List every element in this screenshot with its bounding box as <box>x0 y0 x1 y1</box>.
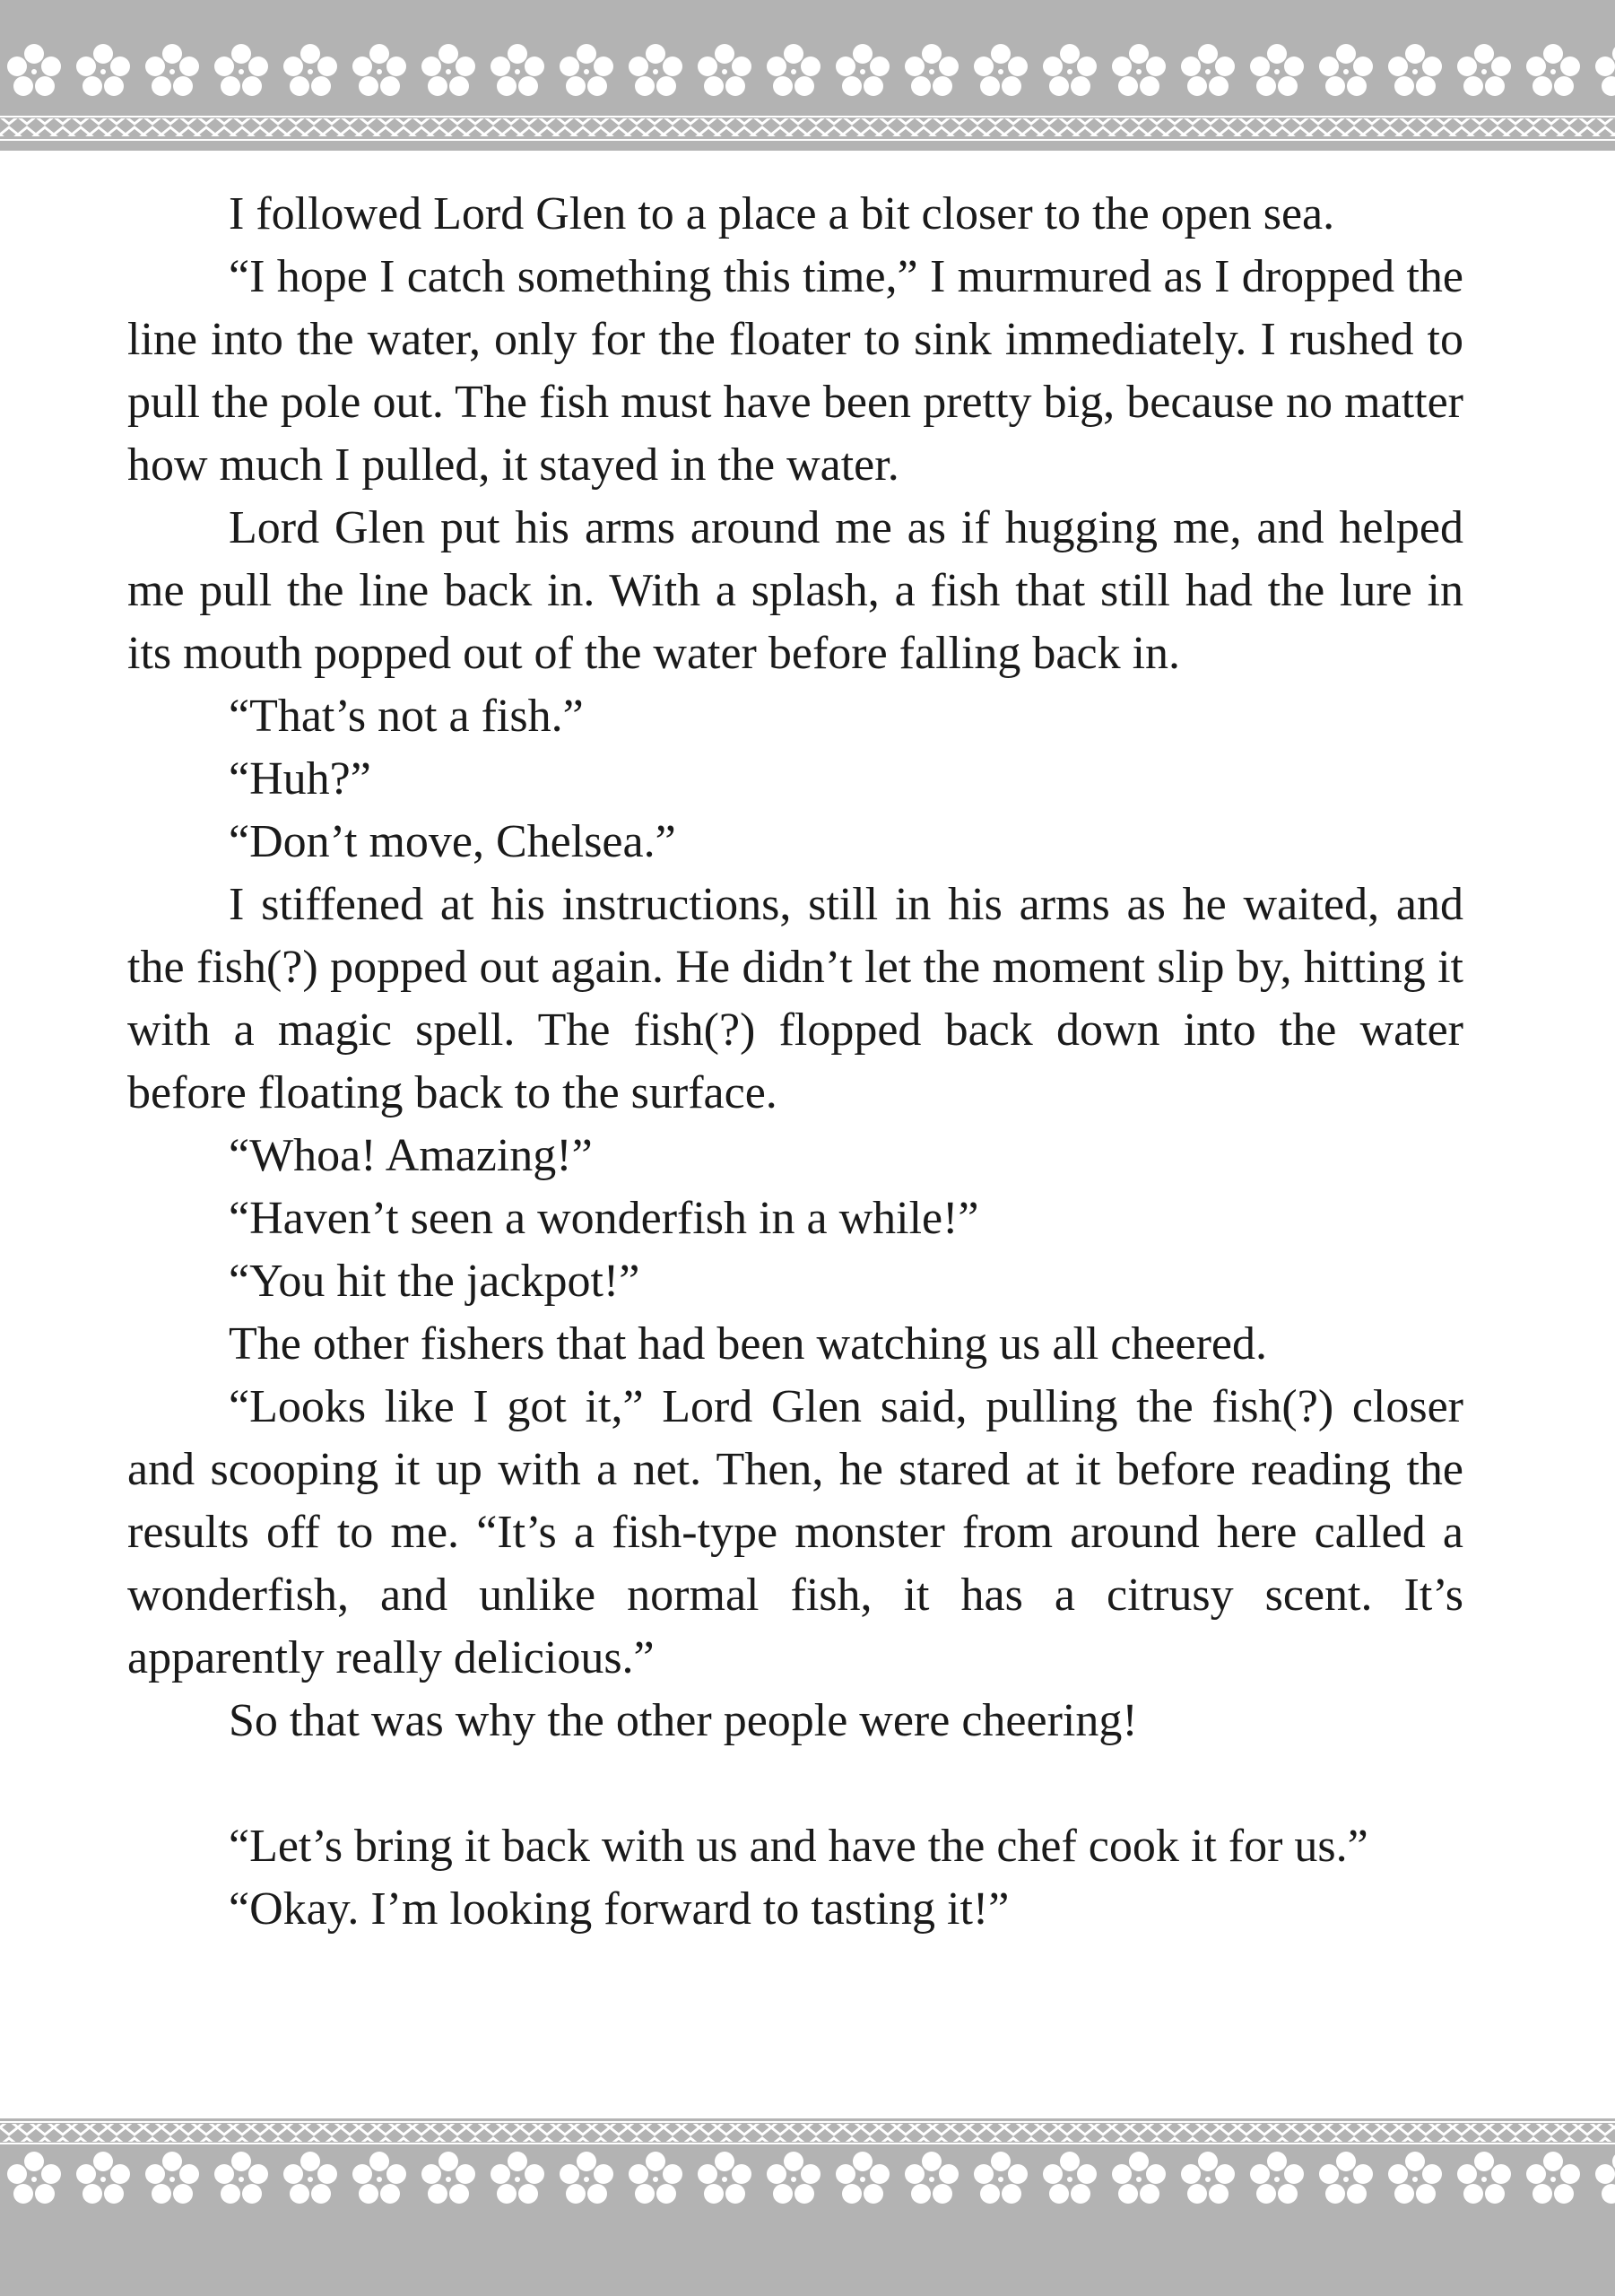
body-text <box>127 183 1463 1941</box>
paragraph: “That’s not a fish.” <box>229 691 584 742</box>
paragraph: “Okay. I’m looking forward to tasting it!” <box>229 1883 1010 1935</box>
bottom-flower-lace-ornament <box>0 2118 1615 2296</box>
paragraph: “Let’s bring it back with us and have the chef cook it for us.” <box>229 1821 1368 1872</box>
top-decorative-border <box>0 0 1615 151</box>
paragraph: So that was why the other people were cheering! <box>229 1695 1138 1746</box>
paragraph: “I hope I catch something this time,” I murmured as I dropped the line into the water, only for the floater to sink immediately. I rushed to pull the pole out. The fish must have been pretty big, because no matter how much I pulled, it stayed in the water. <box>127 251 1463 491</box>
paragraph: “Haven’t seen a wonderfish in a while!” <box>229 1193 979 1244</box>
paragraph: Lord Glen put his arms around me as if hugging me, and helped me pull the line back in. With a splash, a fish that still had the lure in its mouth popped out of the water before falling back in. <box>127 502 1463 679</box>
bottom-decorative-border <box>0 2118 1615 2296</box>
paragraph: “You hit the jackpot!” <box>229 1256 640 1307</box>
paragraph: The other fishers that had been watching us all cheered. <box>229 1318 1267 1370</box>
paragraph: “Whoa! Amazing!” <box>229 1130 593 1181</box>
paragraph: “Looks like I got it,” Lord Glen said, pulling the fish(?) closer and scooping it up with a net. Then, he stared at it before reading the results off to me. “It’s a fish-type monster from around here called a wonderfish, and unlike normal fish, it has a citrusy scent. It’s apparently really delicious.” <box>127 1381 1463 1683</box>
paragraph: “Don’t move, Chelsea.” <box>229 816 676 867</box>
scene-break <box>127 1752 1463 1815</box>
paragraph: I stiffened at his instructions, still in his arms as he waited, and the fish(?) popped out again. He didn’t let the moment slip by, hitting it with a magic spell. The fish(?) flopped back down into the water before floating back to the surface. <box>127 879 1463 1118</box>
top-flower-lace-ornament <box>0 0 1615 151</box>
paragraph: I followed Lord Glen to a place a bit closer to the open sea. <box>229 188 1335 239</box>
paragraph: “Huh?” <box>229 753 371 804</box>
